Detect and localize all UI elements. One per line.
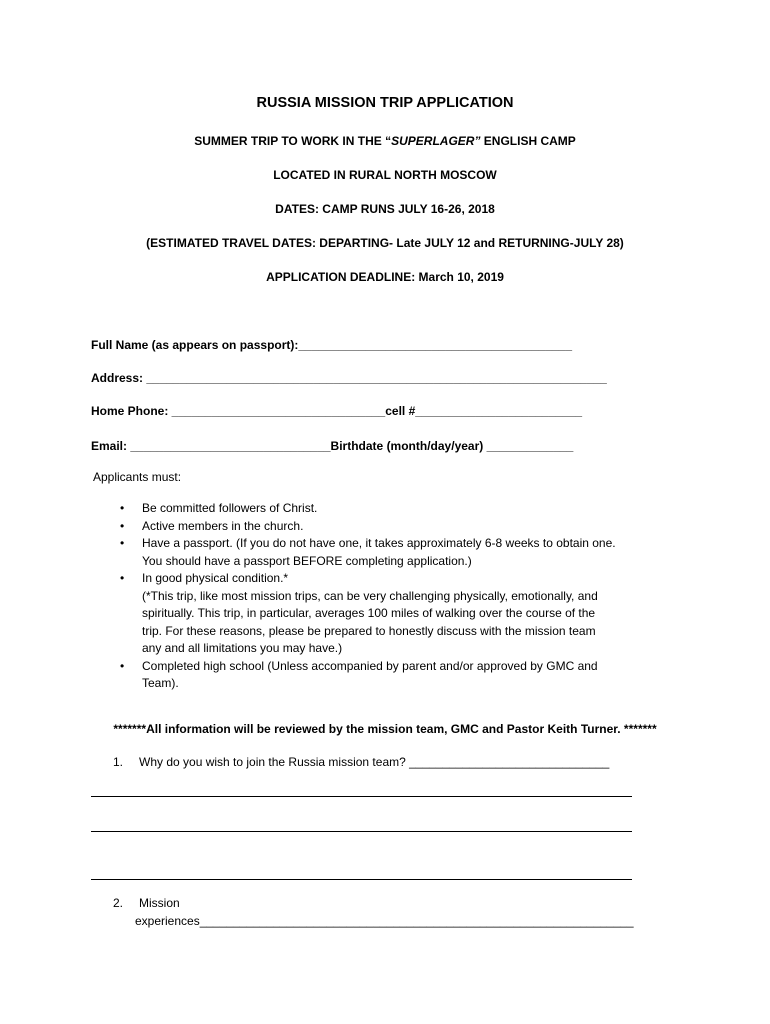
list-item-text: spiritually. This trip, in particular, averages 100 miles of walking over the course of the (142, 606, 596, 620)
question-1-number: 1. (113, 755, 124, 769)
list-item (120, 658, 700, 693)
list-item-text: Active members in the church. (142, 518, 304, 533)
list-item-text: You should have a passport BEFORE completing application.) (142, 553, 472, 568)
requirements-intro: Applicants must: (93, 470, 182, 484)
list-item-text: In good physical condition.* (142, 571, 289, 585)
deadline-line: APPLICATION DEADLINE: March 10, 2019 (266, 270, 504, 284)
list-item-text: Completed high school (Unless accompanied by parent and/or approved by GMC and (142, 658, 598, 673)
camp-name: SUPERLAGER” (391, 134, 481, 148)
list-item (120, 500, 700, 518)
list-item-text: Have a passport. (If you do not have one, it takes approximately 6-8 weeks to obtain one. (142, 536, 616, 550)
question-1-field[interactable]: Why do you wish to join the Russia mission team? ______________________________ (139, 755, 610, 769)
bullet-icon: • (120, 536, 125, 550)
answer-line[interactable] (91, 879, 632, 880)
answer-line[interactable] (91, 831, 632, 832)
list-item-text: trip. For these reasons, please be prepared to honestly discuss with the mission team (142, 623, 596, 638)
list-item (120, 518, 700, 536)
list-item-text: (*This trip, like most mission trips, can be very challenging physically, emotionally, and (142, 588, 598, 603)
email-birthdate-field[interactable]: Email: ______________________________Birthdate (month/day/year) _____________ (91, 439, 574, 453)
bullet-icon: • (120, 501, 125, 515)
answer-line[interactable] (91, 796, 632, 797)
full-name-field[interactable]: Full Name (as appears on passport):_________________________________________ (91, 338, 573, 352)
phone-field[interactable]: Home Phone: ________________________________cell #_________________________ (91, 404, 583, 418)
list-item (120, 535, 700, 570)
question-2-field[interactable]: experiences_________________________________________________________________ (135, 914, 634, 928)
camp-dates-line: DATES: CAMP RUNS JULY 16-26, 2018 (275, 202, 495, 216)
bullet-icon: • (120, 518, 125, 533)
list-item-text: any and all limitations you may have.) (142, 641, 343, 655)
list-item-text: Team). (142, 676, 179, 690)
bullet-icon: • (120, 571, 125, 585)
list-item-text: Be committed followers of Christ. (142, 501, 318, 515)
trip-subtitle-pre: SUMMER TRIP TO WORK IN THE “ (194, 134, 392, 148)
question-2-label: Mission (139, 896, 180, 910)
trip-subtitle-post: ENGLISH CAMP (480, 134, 576, 148)
list-item (120, 570, 700, 658)
address-field[interactable]: Address: _____________________________________________________________________ (91, 371, 607, 385)
travel-dates-line: (ESTIMATED TRAVEL DATES: DEPARTING- Late JULY 12 and RETURNING-JULY 28) (146, 236, 624, 250)
review-notice: *******All information will be reviewed by the mission team, GMC and Pastor Keith Turner. ******* (113, 722, 657, 736)
bullet-icon: • (120, 658, 125, 673)
location-line: LOCATED IN RURAL NORTH MOSCOW (273, 168, 497, 182)
trip-subtitle (0, 134, 770, 148)
question-2-number: 2. (113, 896, 124, 910)
requirements-list (120, 500, 700, 693)
form-title: RUSSIA MISSION TRIP APPLICATION (256, 95, 514, 111)
